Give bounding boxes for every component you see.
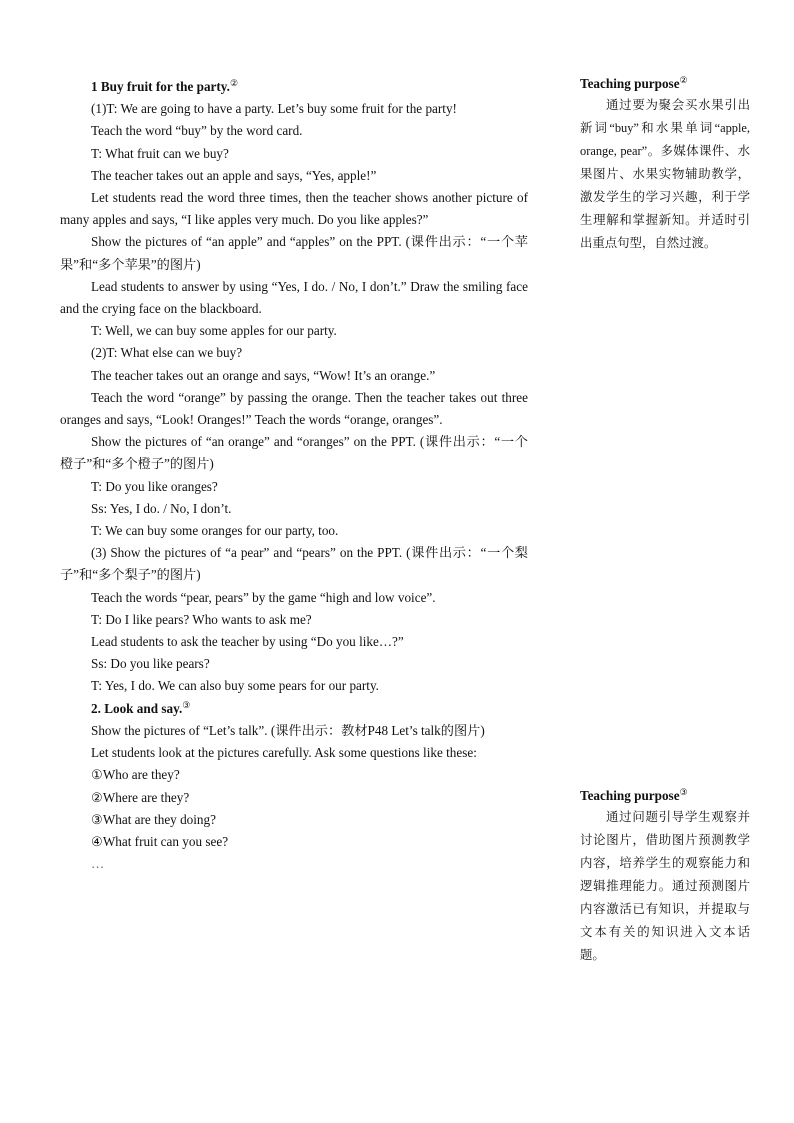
teaching-purpose-body: 通过要为聚会买水果引出新词“buy”和水果单词“apple, orange, pear”。多媒体课件、水果图片、水果实物辅助教学，激发学生的学习兴趣，利于学生理解和掌握新知。并适时引出重点句型，自然过渡。 xyxy=(580,98,750,250)
procedure-line: The teacher takes out an apple and says, “Yes, apple!” xyxy=(91,167,377,183)
procedure-line: (2)T: What else can we buy? xyxy=(91,345,243,361)
question-item: ①Who are they? xyxy=(91,767,180,783)
procedure-line: Teach the word “buy” by the word card. xyxy=(91,123,303,139)
teaching-purpose-body: 通过问题引导学生观察并讨论图片，借助图片预测教学内容，培养学生的观察能力和逻辑推理能力。通过预测图片内容激活已有知识，并提取与文本有关的知识进入文本话题。 xyxy=(580,810,750,962)
procedure-line: Let students read the word three times, then the teacher shows another picture of many apples and says, “I like apples very much. Do you like apples?” xyxy=(60,190,528,228)
procedure-line: Show the pictures of “an apple” and “apples” on the PPT. (课件出示：“一个苹果”和“多个苹果”的图片) xyxy=(60,234,528,272)
question-item: ②Where are they? xyxy=(91,789,190,805)
procedure-line: Lead students to ask the teacher by using “Do you like…?” xyxy=(91,634,404,650)
question-item: ③What are they doing? xyxy=(91,811,216,827)
question-item: ④What fruit can you see? xyxy=(91,833,229,849)
procedure-line: Let students look at the pictures carefully. Ask some questions like these: xyxy=(91,745,477,761)
section-heading-look-and-say: 2. Look and say.③ xyxy=(91,699,191,716)
procedure-line: Show the pictures of “an orange” and “oranges” on the PPT. (课件出示：“一个橙子”和“多个橙子”的图片) xyxy=(60,434,528,472)
procedure-line: T: Do I like pears? Who wants to ask me? xyxy=(91,611,312,627)
teaching-purpose-note-3 xyxy=(580,786,750,967)
procedure-line: Show the pictures of “Let’s talk”. (课件出示：教材P48 Let’s talk的图片) xyxy=(91,722,485,738)
procedure-line: T: We can buy some oranges for our party, too. xyxy=(91,523,339,539)
procedure-line: (1)T: We are going to have a party. Let’s buy some fruit for the party! xyxy=(91,101,457,117)
footnote-marker: ③ xyxy=(182,699,191,710)
teaching-purpose-note-2 xyxy=(580,74,750,255)
procedure-line: Teach the word “orange” by passing the orange. Then the teacher takes out three oranges and says, “Look! Oranges!” Teach the words “orange, oranges”. xyxy=(60,389,528,428)
procedure-line: Teach the words “pear, pears” by the game “high and low voice”. xyxy=(91,589,436,605)
footnote-marker: ② xyxy=(679,75,688,85)
footnote-marker: ③ xyxy=(679,787,688,797)
procedure-line: T: Yes, I do. We can also buy some pears for our party. xyxy=(91,678,379,694)
procedure-line: Ss: Yes, I do. / No, I don’t. xyxy=(91,500,232,516)
procedure-line: Ss: Do you like pears? xyxy=(91,656,210,672)
lesson-procedure xyxy=(60,76,528,875)
teaching-purpose-title: Teaching purpose② xyxy=(580,75,688,91)
footnote-marker: ② xyxy=(229,78,239,88)
procedure-line: T: Do you like oranges? xyxy=(91,478,218,494)
procedure-line: (3) Show the pictures of “a pear” and “pears” on the PPT. (课件出示：“一个梨子”和“多个梨子”的图片) xyxy=(60,545,528,583)
section-heading-buy-fruit: 1 Buy fruit for the party.② xyxy=(91,78,239,94)
teaching-purpose-title: Teaching purpose③ xyxy=(580,787,688,803)
procedure-line: T: What fruit can we buy? xyxy=(91,145,229,161)
ellipsis: … xyxy=(91,856,105,872)
procedure-line: Lead students to answer by using “Yes, I do. / No, I don’t.” Draw the smiling face and the crying face on the blackboard. xyxy=(60,278,528,317)
procedure-line: T: Well, we can buy some apples for our party. xyxy=(91,323,337,339)
procedure-line: The teacher takes out an orange and says, “Wow! It’s an orange.” xyxy=(91,367,436,383)
